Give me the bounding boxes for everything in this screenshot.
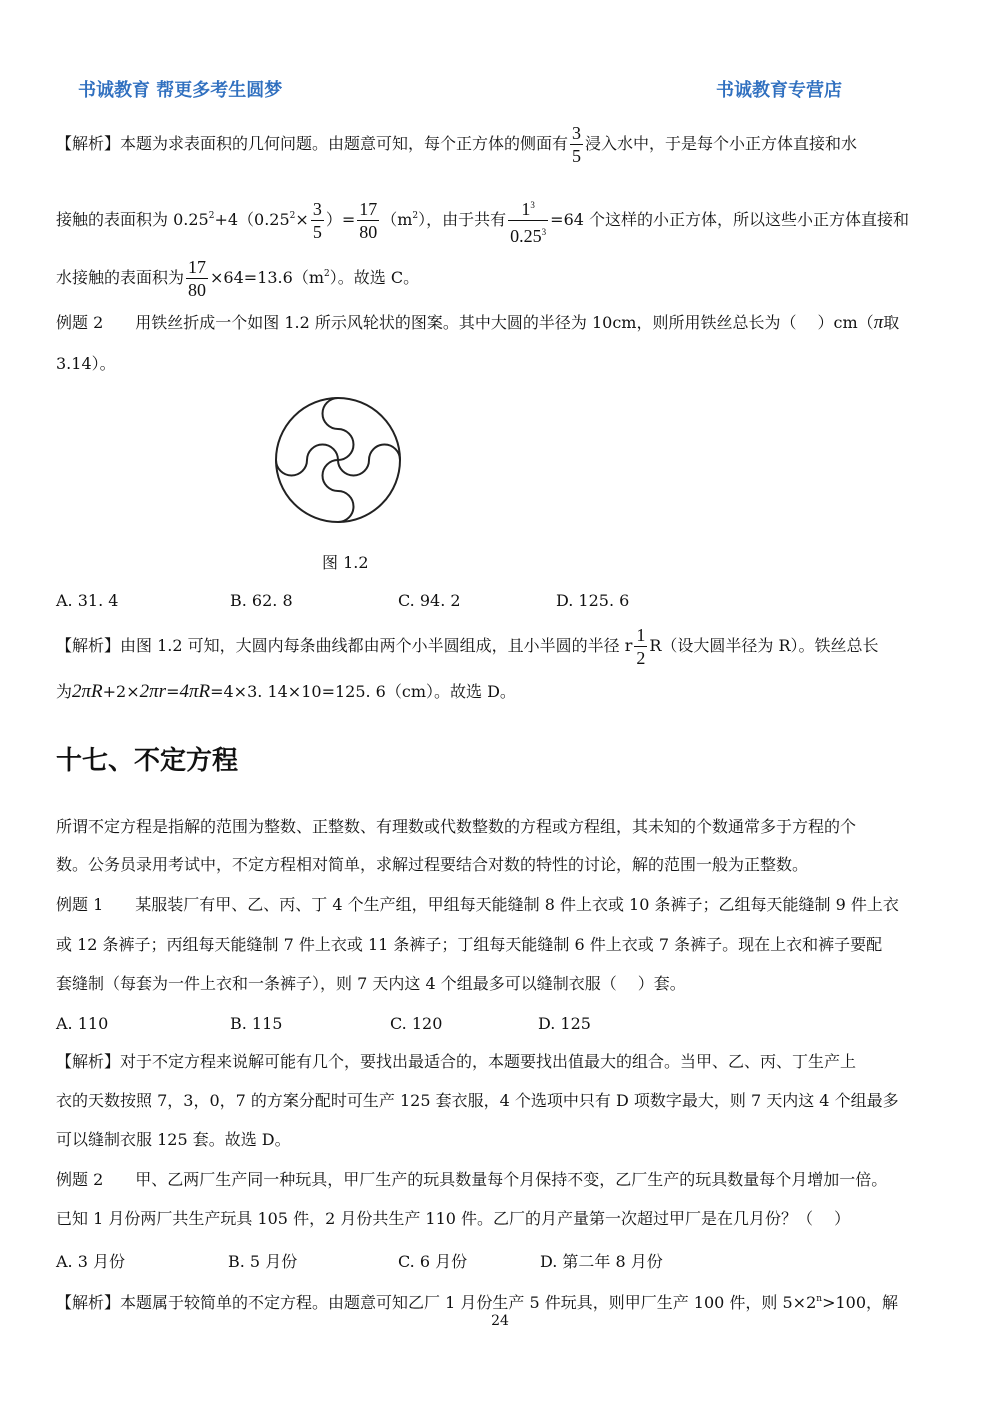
analysis2-line1 <box>56 624 879 669</box>
example2b-line: 例题 2 甲、乙两厂生产同一种玩具，甲厂生产的玩具数量每个月保持不变，乙厂生产的玩具数量每个月增加一倍。 <box>56 1170 888 1189</box>
header-right-text: 书诚教育专营店 <box>716 80 842 101</box>
text: 【解析】本题属于较简单的不定方程。由题意可知乙厂 1 月份生产 5 件玩具，则甲厂生产 100 件，则 5×2 <box>56 1293 817 1312</box>
superscript: 2 <box>324 269 330 279</box>
analysis-line: 【解析】对于不定方程来说解可能有几个，要找出最适合的，本题要找出值最大的组合。当甲、乙、丙、丁生产上 <box>56 1052 857 1071</box>
text: 浸入水中，于是每个小正方体直接和水 <box>585 134 858 153</box>
option-d: D. 125 <box>538 1014 591 1033</box>
text: 例题 2 用铁丝折成一个如图 1.2 所示风轮状的图案。其中大圆的半径为 10cm，则所用铁丝总长为（ ）cm（ <box>56 313 874 332</box>
fraction <box>508 194 548 247</box>
text: 为 <box>56 682 73 701</box>
text: ），由于共有 <box>418 210 507 229</box>
text: R（设大圆半径为 R）。铁丝总长 <box>649 636 879 655</box>
example2-line1 <box>56 313 899 333</box>
text: +2× <box>102 682 140 701</box>
fraction-num: 17 <box>188 257 207 277</box>
superscript: 2 <box>208 211 215 221</box>
superscript: 3 <box>541 227 547 237</box>
option-c: C. 6 月份 <box>398 1252 468 1271</box>
text: ）。故选 C。 <box>329 268 420 287</box>
curve-left <box>276 445 338 476</box>
text: × <box>295 210 309 229</box>
option-c: C. 120 <box>390 1014 443 1033</box>
text: 【解析】本题为求表面积的几何问题。由题意可知，每个正方体的侧面有 <box>56 134 569 153</box>
fraction-den: 2 <box>636 648 646 668</box>
superscript: 3 <box>530 200 535 210</box>
fraction-den: 5 <box>312 222 322 242</box>
option-a: A. 31. 4 <box>56 591 119 610</box>
curve-right <box>338 445 400 476</box>
text: =4×3. 14×10=125. 6（cm）。故选 D。 <box>210 682 516 701</box>
example1-line: 或 12 条裤子；丙组每天能缝制 7 件上衣或 11 条裤子；丁组每天能缝制 6 件上衣或 7 条裤子。现在上衣和裤子要配 <box>56 935 883 954</box>
text: 【解析】由图 1.2 可知，大圆内每条曲线都由两个小半圆组成，且小半圆的半径 r <box>56 636 633 655</box>
text: 0.25 <box>510 226 542 246</box>
fraction-num: 17 <box>359 199 378 219</box>
fraction-num: 1 <box>636 625 646 645</box>
option-a: A. 110 <box>56 1014 109 1033</box>
option-b: B. 5 月份 <box>228 1252 298 1271</box>
fraction-den: 5 <box>572 146 582 166</box>
page-number: 24 <box>491 1313 509 1329</box>
math-expr: 2πr <box>139 681 167 702</box>
option-d: D. 第二年 8 月份 <box>540 1252 663 1271</box>
analysis2-line2 <box>56 682 516 702</box>
example1-line: 例题 1 某服装厂有甲、乙、丙、丁 4 个生产组，甲组每天能缝制 8 件上衣或 10 条裤子；乙组每天能缝制 9 件上衣 <box>56 895 899 914</box>
fraction-den: 80 <box>359 222 378 242</box>
fraction <box>186 256 208 301</box>
option-d: D. 125. 6 <box>556 591 630 610</box>
superscript: 2 <box>412 211 419 221</box>
intro-line: 数。公务员录用考试中，不定方程相对简单，求解过程要结合对数的特性的讨论，解的范围一般为正整数。 <box>56 855 809 874</box>
curve-bottom <box>323 460 354 522</box>
option-a: A. 3 月份 <box>56 1252 125 1271</box>
option-c: C. 94. 2 <box>398 591 461 610</box>
example1-line: 套缝制（每套为一件上衣和一条裤子），则 7 天内这 4 个组最多可以缝制衣服（ ）套。 <box>56 974 686 993</box>
fraction <box>634 624 647 669</box>
intro-line: 所谓不定方程是指解的范围为整数、正整数、有理数或代数整数的方程或方程组，其未知的个数通常多于方程的个 <box>56 817 857 836</box>
math-expr: 4πR <box>179 681 211 702</box>
fraction <box>570 122 583 167</box>
fraction <box>311 198 324 243</box>
text: 接触的表面积为 0.25 <box>56 210 209 229</box>
header-left-text: 书诚教育 帮更多考生圆梦 <box>78 80 283 101</box>
superscript: n <box>816 1294 823 1304</box>
option-b: B. 62. 8 <box>230 591 293 610</box>
text: =64 个这样的小正方体，所以这些小正方体直接和 <box>550 210 910 229</box>
example2b-line: 已知 1 月份两厂共生产玩具 105 件，2 月份共生产 110 件。乙厂的月产量第一次超过甲厂是在几月份？（ ） <box>56 1209 851 1228</box>
text: = <box>166 682 180 701</box>
math-expr: 2πR <box>72 681 103 702</box>
text: （m <box>381 210 413 229</box>
text: +4（0.25 <box>214 210 290 229</box>
text: ）= <box>325 210 356 229</box>
analysis1-line1 <box>56 122 857 167</box>
analysis2b-line <box>56 1289 898 1313</box>
analysis1-line2 <box>56 194 909 247</box>
fraction-num: 3 <box>572 123 582 143</box>
section-heading: 十七、不定方程 <box>56 746 239 776</box>
text: >100，解 <box>822 1293 899 1312</box>
fraction-num: 3 <box>312 199 322 219</box>
fraction-den <box>508 221 548 247</box>
superscript: 2 <box>289 211 296 221</box>
curve-top <box>323 398 354 460</box>
pi-symbol: π <box>873 312 884 333</box>
pinwheel-figure <box>270 392 410 532</box>
text: 取 <box>883 313 900 332</box>
fraction-den: 80 <box>188 280 207 300</box>
option-b: B. 115 <box>230 1014 283 1033</box>
example2-line2: 3.14）。 <box>56 354 116 373</box>
analysis-line: 衣的天数按照 7，3，0，7 的方案分配时可生产 125 套衣服，4 个选项中只有 D 项数字最大，则 7 天内这 4 个组最多 <box>56 1091 899 1110</box>
fraction <box>357 198 379 243</box>
analysis1-line3 <box>56 256 419 301</box>
fraction-num <box>508 194 548 221</box>
text: 1 <box>521 199 531 219</box>
figure-caption: 图 1.2 <box>322 553 369 572</box>
text: 水接触的表面积为 <box>56 268 185 287</box>
analysis-line: 可以缝制衣服 125 套。故选 D。 <box>56 1130 291 1149</box>
text: ×64=13.6（m <box>210 268 324 287</box>
